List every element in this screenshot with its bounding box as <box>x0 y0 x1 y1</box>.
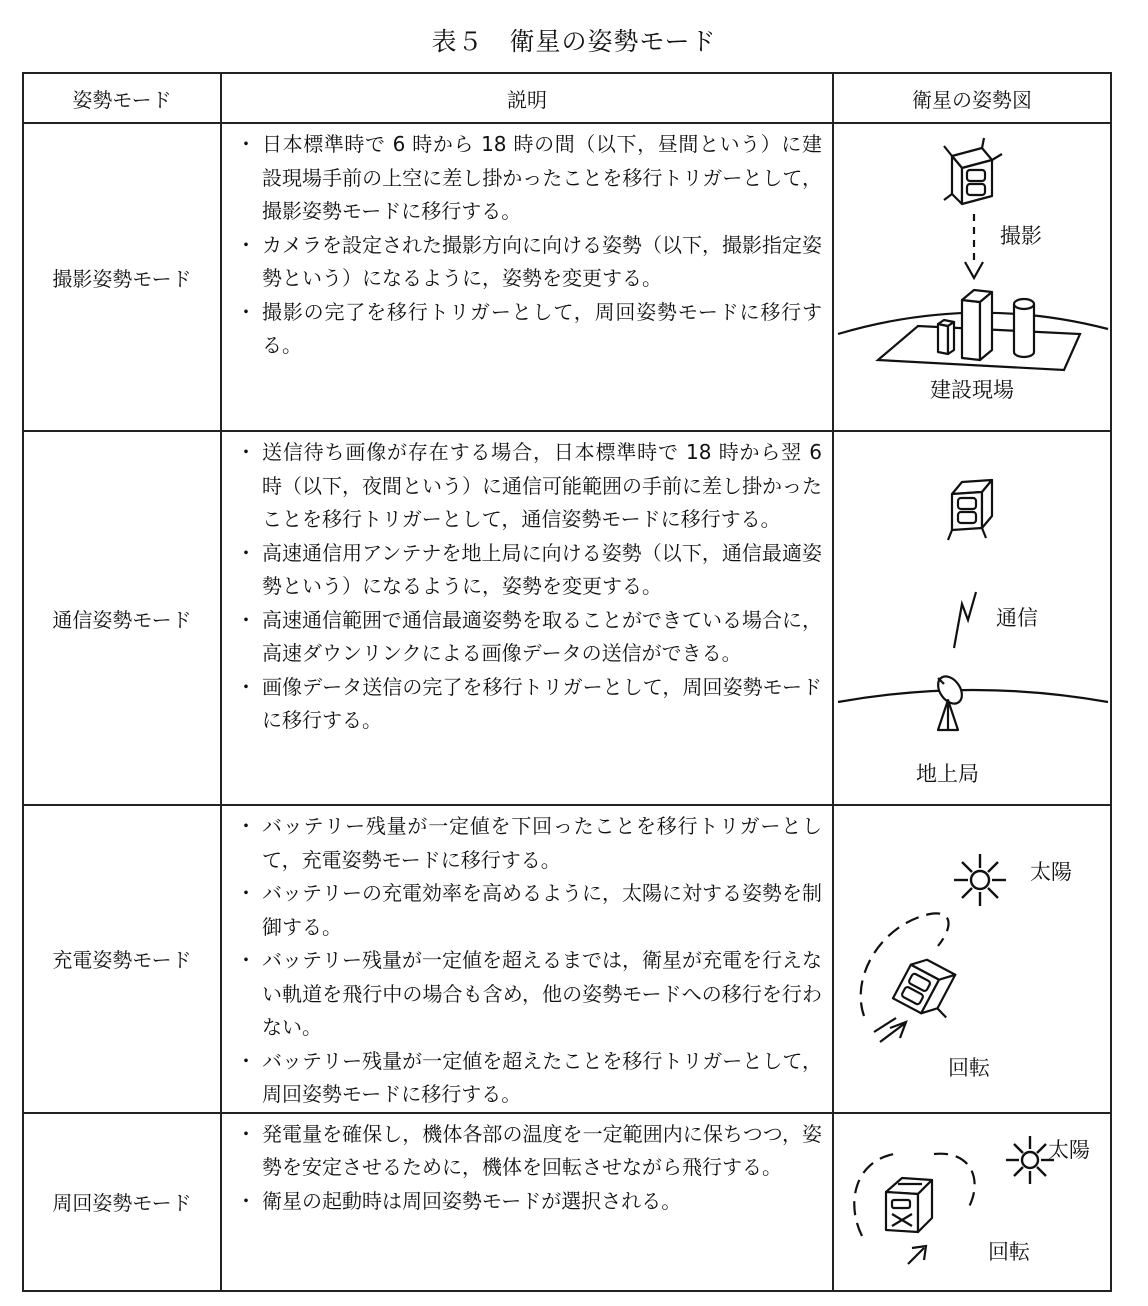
mode-name: 周回姿勢モード <box>23 1113 221 1291</box>
table-title: 表５ 衛星の姿勢モード <box>431 27 717 56</box>
description-item: ・ カメラを設定された撮影方向に向ける姿勢（以下，撮影指定姿勢という）になるように，姿勢を変更する。 <box>236 229 822 296</box>
attitude-mode-table <box>22 72 1112 1292</box>
header-mode: 姿勢モード <box>23 73 221 123</box>
attitude-figure-imaging <box>833 123 1111 431</box>
description-item: ・ 衛星の起動時は周回姿勢モードが選択される。 <box>236 1185 822 1219</box>
header-description: 説明 <box>221 73 833 123</box>
attitude-figure-communication <box>833 431 1111 805</box>
construction-site-label: 建設現場 <box>930 378 1014 402</box>
rotation-arrow <box>908 1248 924 1264</box>
description-item: ・ 日本標準時で 6 時から 18 時の間（以下，昼間という）に建設現場手前の上空に差し掛かったことを移行トリガーとして，撮影姿勢モードに移行する。 <box>236 128 822 229</box>
communication-diagram <box>834 432 1112 800</box>
description-item: ・ バッテリー残量が一定値を超えたことを移行トリガーとして，周回姿勢モードに移行する。 <box>236 1045 822 1112</box>
description-item: ・ 画像データ送信の完了を移行トリガーとして，周回姿勢モードに移行する。 <box>236 671 822 738</box>
description-item: ・ 高速通信範囲で通信最適姿勢を取ることができている場合に，高速ダウンリンクによる画像データの送信ができる。 <box>236 604 822 671</box>
satellite-icon <box>886 1178 932 1232</box>
imaging-label: 撮影 <box>1000 224 1042 248</box>
mode-name: 撮影姿勢モード <box>23 123 221 431</box>
sun-icon <box>1006 1136 1054 1184</box>
mode-description <box>221 431 833 805</box>
signal-bolt <box>954 592 976 648</box>
description-item: ・ 撮影の完了を移行トリガーとして，周回姿勢モードに移行する。 <box>236 296 822 363</box>
table-row <box>23 123 1111 431</box>
sun-label: 太陽 <box>1048 1137 1090 1162</box>
description-item: ・ バッテリー残量が一定値を超えるまでは，衛星が充電を行えない軌道を飛行中の場合も含め，他の姿勢モードへの移行を行わない。 <box>236 944 822 1045</box>
table-row <box>23 1113 1111 1291</box>
mode-description <box>221 123 833 431</box>
rotation-label: 回転 <box>948 1056 990 1080</box>
earth-horizon <box>838 690 1108 702</box>
table-row <box>23 431 1111 805</box>
mode-description <box>221 1113 833 1291</box>
sun-icon <box>954 854 1006 906</box>
building-icons <box>938 290 1034 360</box>
rotation-label: 回転 <box>988 1239 1030 1264</box>
mode-name: 充電姿勢モード <box>23 805 221 1113</box>
satellite-icon <box>944 138 1002 204</box>
attitude-figure-charging <box>833 805 1111 1113</box>
attitude-figure-orbiting <box>833 1113 1111 1291</box>
description-item: ・ 発電量を確保し，機体各部の温度を一定範囲内に保ちつつ，姿勢を安定させるために，機体を回転させながら飛行する。 <box>236 1118 822 1185</box>
header-figure: 衛星の姿勢図 <box>833 73 1111 123</box>
communication-label: 通信 <box>996 606 1038 630</box>
description-item: ・ 送信待ち画像が存在する場合，日本標準時で 18 時から翌 6 時（以下，夜間という）に通信可能範囲の手前に差し掛かったことを移行トリガーとして，通信姿勢モードに移行する。 <box>236 436 822 537</box>
description-item: ・ 高速通信用アンテナを地上局に向ける姿勢（以下，通信最適姿勢という）になるように，姿勢を変更する。 <box>236 537 822 604</box>
satellite-icon <box>893 954 966 1024</box>
ground-station-icon <box>933 672 967 730</box>
mode-name: 通信姿勢モード <box>23 431 221 805</box>
mode-description <box>221 805 833 1113</box>
table-header-row <box>23 73 1111 123</box>
description-item: ・ バッテリーの充電効率を高めるように，太陽に対する姿勢を制御する。 <box>236 877 822 944</box>
ground-station-label: 地上局 <box>916 762 979 786</box>
satellite-icon <box>948 480 992 540</box>
description-item: ・ バッテリー残量が一定値を下回ったことを移行トリガーとして，充電姿勢モードに移行する。 <box>236 810 822 877</box>
table-row <box>23 805 1111 1113</box>
sun-label: 太陽 <box>1030 860 1072 884</box>
